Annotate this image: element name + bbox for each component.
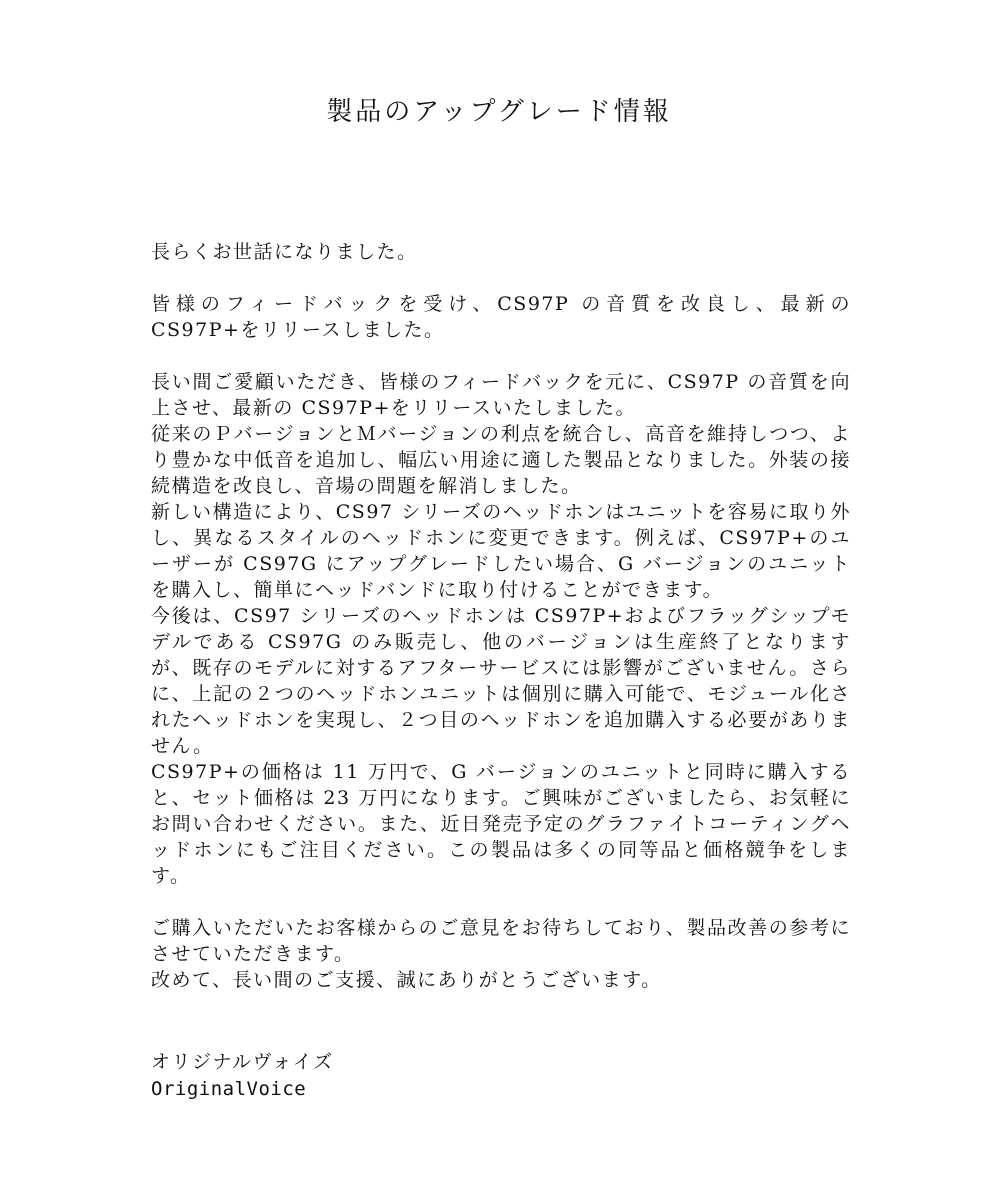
body-paragraph-pricing: CS97P+の価格は 11 万円で、G バージョンのユニットと同時に購入すると、セット価格は 23 万円になります。ご興味がございましたら、お気軽にお問い合わせください。また、近日発売予定のグラファイトコーティングヘッドホンにもご注目ください。この製品は多くの同等品と価格競争をします。 — [151, 761, 851, 887]
signature-block — [151, 1049, 651, 1103]
signature-name-english: OriginalVoice — [151, 1078, 307, 1100]
paragraph-gap — [151, 343, 851, 369]
intro-paragraph: 皆様のフィードバックを受け、CS97P の音質を改良し、最新の CS97P+をリリースしました。 — [151, 293, 851, 341]
body-paragraph-gratitude: 長い間ご愛顧いただき、皆様のフィードバックを元に、CS97P の音質を向上させ、最新の CS97P+をリリースいたしました。 — [151, 371, 851, 419]
closing-paragraph-thanks: 改めて、長い間のご支援、誠にありがとうございます。 — [151, 969, 662, 991]
signature-name-japanese: オリジナルヴォイズ — [151, 1051, 334, 1073]
paragraph-gap — [151, 265, 851, 291]
document-title: 製品のアップグレード情報 — [326, 97, 672, 127]
body-paragraph-structure: 新しい構造により、CS97 シリーズのヘッドホンはユニットを容易に取り外し、異なるスタイルのヘッドホンに変更できます。例えば、CS97P+のユーザーが CS97G にアップグレードしたい場合、G バージョンのユニットを購入し、簡単にヘッドバンドに取り付けることができます。 — [151, 501, 851, 601]
greeting: 長らくお世話になりました。 — [151, 241, 418, 263]
body-paragraph-improvements: 従来のＰバージョンとＭバージョンの利点を統合し、高音を維持しつつ、より豊かな中低音を追加し、幅広い用途に適した製品となりました。外装の接続構造を改良し、音場の問題を解消しました。 — [151, 423, 851, 497]
letter-body — [151, 239, 851, 993]
paragraph-gap — [151, 889, 851, 915]
closing-paragraph-feedback: ご購入いただいたお客様からのご意見をお待ちしており、製品改善の参考にさせていただきます。 — [151, 917, 851, 965]
body-paragraph-lineup: 今後は、CS97 シリーズのヘッドホンは CS97P+およびフラッグシップモデルである CS97G のみ販売し、他のバージョンは生産終了となりますが、既存のモデルに対するアフターサービスには影響がございません。さらに、上記の２つのヘッドホンユニットは個別に購入可能で、モジュール化されたヘッドホンを実現し、２つ目のヘッドホンを追加購入する必要がありません。 — [151, 605, 851, 757]
